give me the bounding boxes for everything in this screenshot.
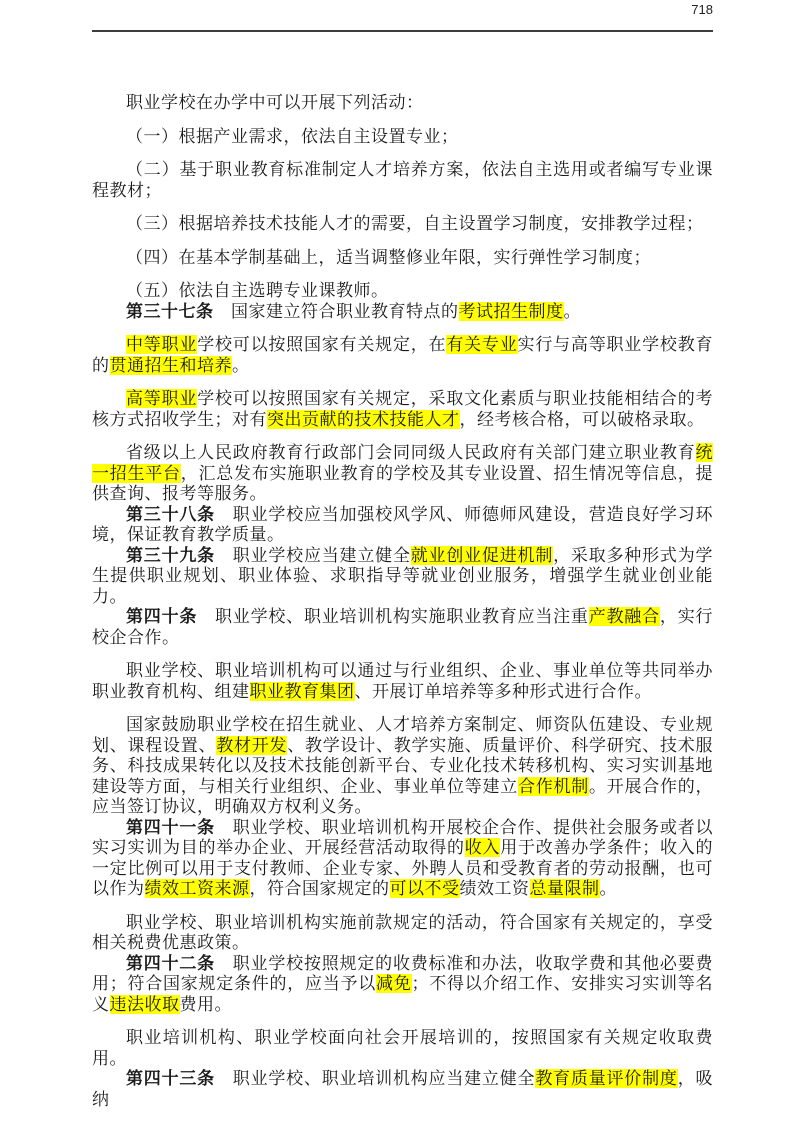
text-run: 职业学校应当加强校风学风、师德师风建设，营造良好学习环境，保证教育教学质量。 — [92, 504, 713, 544]
text-run: 国家建立符合职业教育特点的 — [213, 301, 459, 321]
text-run: 职业学校、职业培训机构应当建立健全 — [214, 1069, 536, 1088]
article-number: 第四十条 — [126, 607, 198, 626]
text-run: 国家鼓励职业学校在招生就业、人才培养方案制定、师资队伍建设、专业规划、课程设置、 — [92, 715, 713, 755]
highlighted-run: 有关专业 — [446, 335, 518, 354]
text-run: ；不得以介绍工作、安排实习实训等名义 — [92, 974, 713, 1014]
article-number: 第三十八条 — [126, 504, 215, 524]
paragraph — [92, 913, 713, 954]
highlighted-run: 减免 — [376, 974, 412, 993]
paragraph — [92, 505, 713, 546]
paragraph — [92, 248, 713, 269]
paragraph — [92, 127, 713, 148]
highlighted-run: 考试招生制度 — [458, 301, 564, 321]
text-run: ，汇总发布实施职业教育的学校及其专业设置、招生情况等信息，提供查询、报考等服务。 — [92, 463, 713, 503]
text-run: ，采取多种形式为学生提供职业规划、职业体验、求职指导等就业创业服务，增强学生就业创业能力。 — [92, 545, 713, 606]
text-run: 、教学设计、教学实施、质量评价、科学研究、技术服务、科技成果转化以及技术技能创新平台、专业化技术转移机构、实习实训基地建设等方面，与相关行业组织、企业、事业单位等建立 — [92, 735, 713, 796]
paragraph — [92, 1069, 713, 1110]
highlighted-run: 可以不受 — [389, 879, 460, 898]
text-run: 职业学校、职业培训机构开展校企合作、提供社会服务或者以实习实训为目的举办企业、开展经营活动取得的 — [92, 817, 713, 857]
text-run: 实行与高等职业学校教育的 — [92, 335, 713, 375]
text-run: ，吸纳 — [92, 1069, 713, 1109]
highlighted-run: 教材开发 — [216, 735, 288, 755]
paragraph — [92, 389, 713, 430]
paragraph — [92, 1028, 713, 1069]
text-run: 职业学校在办学中可以开展下列活动： — [126, 93, 424, 112]
highlighted-run: 教育质量评价制度 — [535, 1069, 678, 1088]
highlighted-run: 高等职业 — [126, 389, 198, 408]
highlighted-run: 统一招生平台 — [92, 443, 713, 483]
highlighted-run: 就业创业促进机制 — [410, 545, 554, 565]
text-run: 职业学校、职业培训机构实施前款规定的活动，符合国家有关规定的，享受相关税费优惠政策。 — [92, 912, 713, 952]
article-number: 第四十二条 — [126, 953, 215, 973]
header-rule — [92, 30, 713, 32]
text-run: 职业学校、职业培训机构实施职业教育应当注重 — [197, 607, 589, 626]
text-run: 绩效工资 — [459, 879, 530, 898]
page-header — [92, 2, 713, 17]
highlighted-run: 违法收取 — [109, 994, 180, 1014]
article-number: 第三十九条 — [126, 545, 215, 565]
paragraph — [92, 818, 713, 900]
highlighted-run: 贯通招生和培养 — [109, 355, 232, 375]
paragraph — [92, 546, 713, 608]
text-run: ，实行校企合作。 — [92, 607, 713, 647]
article-number: 第三十七条 — [126, 301, 214, 321]
text-run: 。 — [599, 879, 617, 898]
page-number: 718 — [691, 2, 713, 17]
text-run: （五）依法自主选聘专业课教师。 — [126, 281, 389, 300]
paragraph — [92, 954, 713, 1016]
text-run: ，符合国家规定的 — [249, 879, 390, 898]
highlighted-run: 合作机制 — [518, 776, 589, 796]
text-run: 职业学校、职业培训机构可以通过与行业组织、企业、事业单位等共同举办职业教育机构、组建 — [92, 661, 713, 701]
paragraph — [92, 281, 713, 302]
text-run: ，经考核合格，可以破格录取。 — [459, 409, 705, 429]
highlighted-run: 总量限制 — [529, 879, 600, 898]
text-run: 。开展合作的，应当签订协议，明确双方权利义务。 — [92, 776, 713, 816]
text-run: 。 — [563, 301, 581, 321]
text-run: （一）根据产业需求，依法自主设置专业； — [126, 126, 459, 146]
text-run: 用于改善办学条件；收入的一定比例可以用于支付教师、企业专家、外聘人员和受教育者的劳动报酬，也可以作为 — [92, 838, 713, 898]
text-run: （二）基于职业教育标准制定人才培养方案，依法自主选用或者编写专业课程教材； — [92, 160, 713, 200]
text-run: （四）在基本学制基础上，适当调整修业年限，实行弹性学习制度； — [126, 247, 651, 267]
text-run: 。 — [232, 355, 250, 375]
text-run: 职业学校按照规定的收费标准和办法，收取学费和其他必要费用；符合国家规定条件的，应当予以 — [92, 953, 713, 993]
article-number: 第四十一条 — [126, 817, 215, 837]
highlighted-run: 中等职业 — [126, 335, 198, 354]
highlighted-run: 收入 — [464, 838, 501, 857]
text-run: 省级以上人民政府教育行政部门会同同级人民政府有关部门建立职业教育 — [126, 443, 696, 462]
highlighted-run: 绩效工资来源 — [144, 879, 250, 898]
paragraph — [92, 302, 713, 323]
highlighted-run: 产教融合 — [588, 607, 660, 626]
paragraph — [92, 160, 713, 201]
text-run: 学校可以按照国家有关规定，在 — [197, 335, 447, 354]
text-run: 学校可以按照国家有关规定，采取文化素质与职业技能相结合的考核方式招收学生；对有 — [92, 389, 713, 429]
text-run: （三）根据培养技术技能人才的需要，自主设置学习制度，安排教学过程； — [126, 214, 704, 233]
text-run: 费用。 — [179, 994, 232, 1014]
text-run: 职业学校应当建立健全 — [214, 545, 411, 565]
paragraph — [92, 661, 713, 702]
highlighted-run: 职业教育集团 — [249, 681, 355, 701]
paragraph — [92, 443, 713, 505]
paragraph — [92, 93, 713, 114]
article-number: 第四十三条 — [126, 1069, 215, 1088]
text-run: 职业培训机构、职业学校面向社会开展培训的，按照国家有关规定收取费用。 — [92, 1028, 713, 1068]
text-run: 、开展订单培养等多种形式进行合作。 — [354, 681, 652, 701]
document-body — [92, 93, 713, 1110]
paragraph — [92, 607, 713, 648]
paragraph — [92, 715, 713, 818]
highlighted-run: 突出贡献的技术技能人才 — [267, 409, 460, 429]
paragraph — [92, 335, 713, 376]
paragraph — [92, 214, 713, 235]
